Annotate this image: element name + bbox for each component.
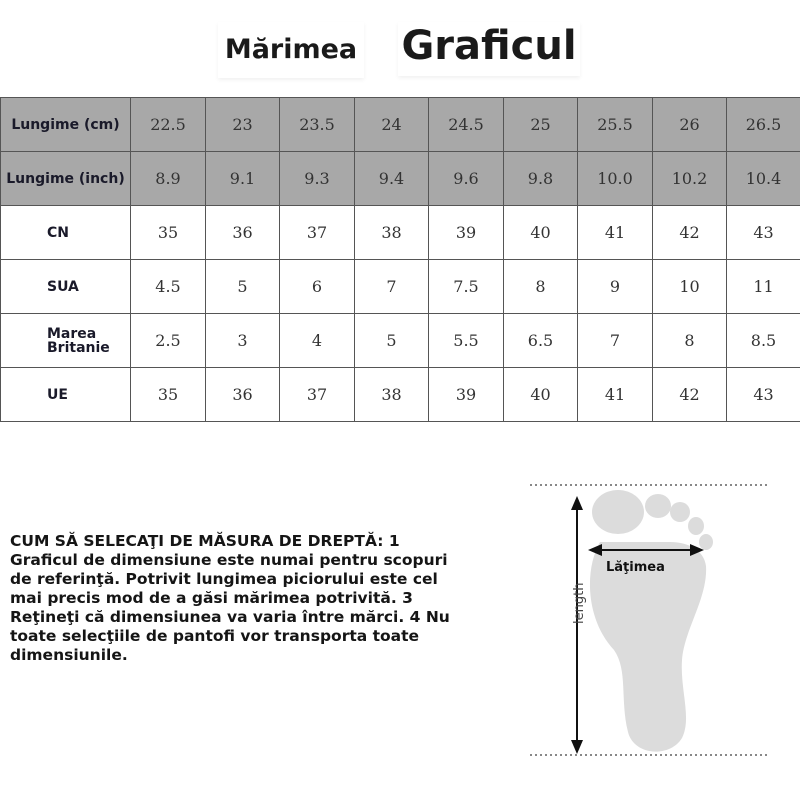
table-cell: 25.5 — [578, 98, 653, 152]
table-cell: 4.5 — [131, 260, 206, 314]
table-cell: 41 — [578, 206, 653, 260]
table-cell: 42 — [653, 206, 727, 260]
table-cell: 38 — [355, 368, 429, 422]
table-cell: 9 — [578, 260, 653, 314]
table-cell: 9.4 — [355, 152, 429, 206]
sizing-instructions: CUM SĂ SELECAŢI DE MĂSURA DE DREPTĂ: 1 Graficul de dimensiune este numai pentru scopuri de referinţă. Potrivit lungimea piciorului este cel mai precis mod de a găsi mărimea potrivită. 3 Reţineţi că dimensiunea va varia între mărci. 4 Nu toate selecţiile de pantofi vor transporta toate dimensiunile. — [10, 532, 460, 665]
row-header-line-2: Britanie — [47, 339, 110, 356]
table-cell: 43 — [727, 206, 800, 260]
table-cell: 10 — [653, 260, 727, 314]
table-cell: 2.5 — [131, 314, 206, 368]
table-cell: 6 — [280, 260, 355, 314]
table-cell: 5 — [206, 260, 280, 314]
table-cell: 8 — [504, 260, 578, 314]
table-cell: 7.5 — [429, 260, 504, 314]
toe-icon — [688, 517, 704, 535]
table-cell: 25 — [504, 98, 578, 152]
row-header-line-1: Marea — [47, 325, 97, 342]
table-row-ue — [1, 368, 800, 422]
toe-icon — [645, 494, 671, 518]
width-label: Lăţimea — [606, 560, 665, 575]
table-row-sua — [1, 260, 800, 314]
table-cell: 41 — [578, 368, 653, 422]
row-header — [1, 314, 131, 368]
table-cell: 3 — [206, 314, 280, 368]
table-cell: 7 — [355, 260, 429, 314]
row-header: Lungime (inch) — [1, 152, 131, 206]
row-header: UE — [1, 368, 131, 422]
big-toe-icon — [592, 490, 644, 534]
table-row-uk — [1, 314, 800, 368]
table-cell: 10.0 — [578, 152, 653, 206]
title-part-1: Mărimea — [218, 22, 364, 78]
row-header: CN — [1, 206, 131, 260]
table-row-cn — [1, 206, 800, 260]
title-part-2: Graficul — [398, 22, 580, 76]
length-label: length — [572, 582, 587, 624]
table-cell: 5 — [355, 314, 429, 368]
foot-measurement-diagram — [520, 470, 780, 770]
table-cell: 5.5 — [429, 314, 504, 368]
table-cell: 4 — [280, 314, 355, 368]
table-cell: 8 — [653, 314, 727, 368]
table-cell: 8.9 — [131, 152, 206, 206]
table-cell: 9.8 — [504, 152, 578, 206]
table-cell: 42 — [653, 368, 727, 422]
table-cell: 11 — [727, 260, 800, 314]
table-cell: 36 — [206, 206, 280, 260]
table-cell: 43 — [727, 368, 800, 422]
table-cell: 8.5 — [727, 314, 800, 368]
table-cell: 37 — [280, 206, 355, 260]
table-cell: 10.4 — [727, 152, 800, 206]
table-cell: 26.5 — [727, 98, 800, 152]
row-header: Lungime (cm) — [1, 98, 131, 152]
length-arrow-up-icon — [571, 496, 583, 510]
table-cell: 38 — [355, 206, 429, 260]
table-cell: 36 — [206, 368, 280, 422]
table-cell: 10.2 — [653, 152, 727, 206]
table-row-length-cm — [1, 98, 800, 152]
table-cell: 35 — [131, 206, 206, 260]
table-cell: 23 — [206, 98, 280, 152]
table-cell: 40 — [504, 368, 578, 422]
table-cell: 23.5 — [280, 98, 355, 152]
row-header: SUA — [1, 260, 131, 314]
table-cell: 39 — [429, 206, 504, 260]
table-cell: 22.5 — [131, 98, 206, 152]
table-cell: 9.1 — [206, 152, 280, 206]
table-cell: 35 — [131, 368, 206, 422]
length-arrow-down-icon — [571, 740, 583, 754]
table-row-length-inch — [1, 152, 800, 206]
table-cell: 7 — [578, 314, 653, 368]
table-cell: 24 — [355, 98, 429, 152]
table-cell: 39 — [429, 368, 504, 422]
table-cell: 9.6 — [429, 152, 504, 206]
table-cell: 40 — [504, 206, 578, 260]
table-cell: 26 — [653, 98, 727, 152]
toe-icon — [699, 534, 713, 550]
table-cell: 9.3 — [280, 152, 355, 206]
toe-icon — [670, 502, 690, 522]
table-cell: 6.5 — [504, 314, 578, 368]
table-cell: 37 — [280, 368, 355, 422]
size-chart-table — [0, 97, 800, 422]
table-cell: 24.5 — [429, 98, 504, 152]
